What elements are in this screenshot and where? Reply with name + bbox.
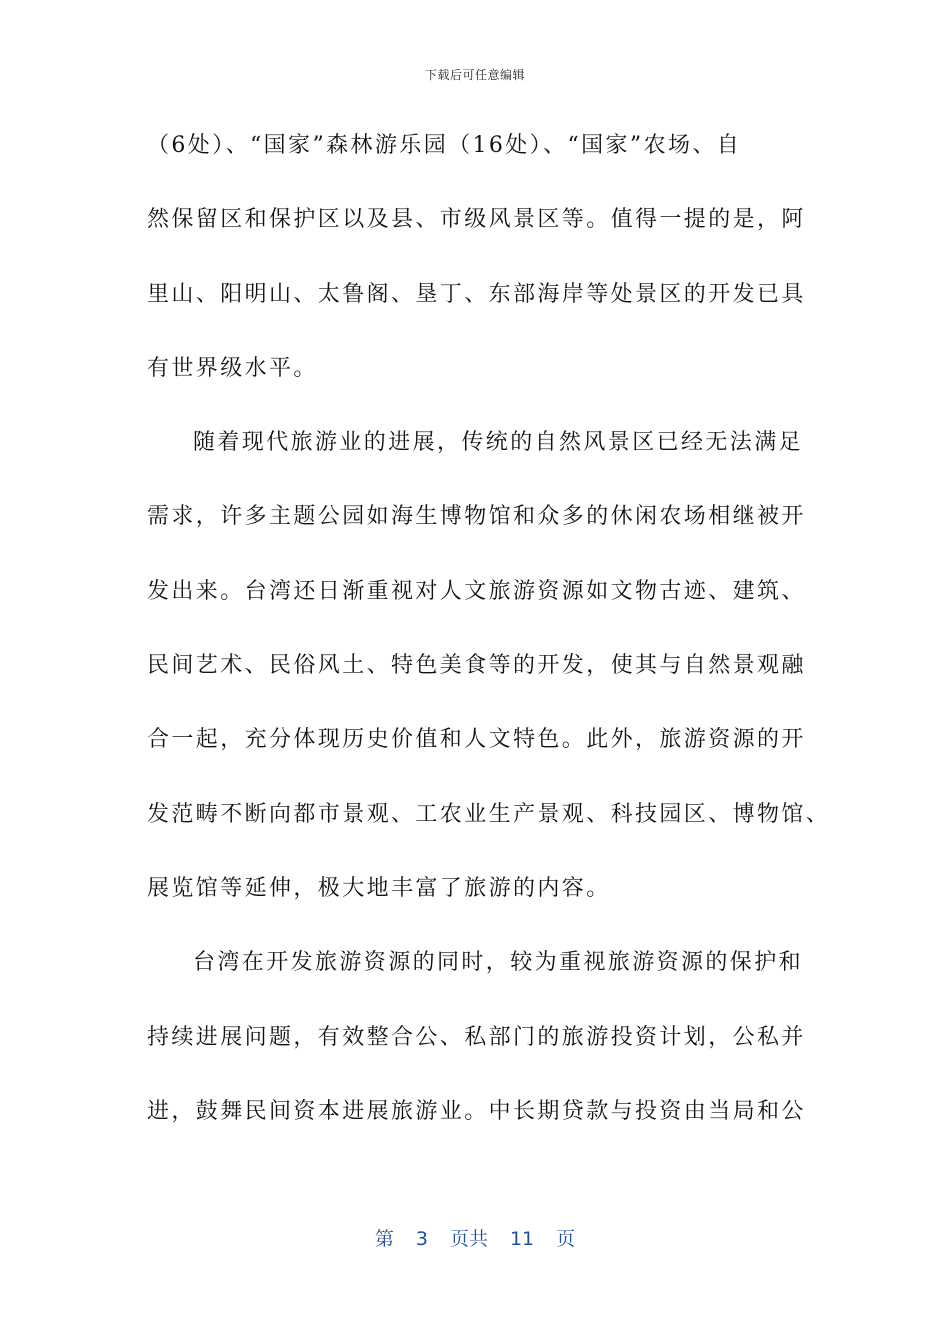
- total-page-count: 11: [509, 1228, 535, 1250]
- text-line: 需求，许多主题公园如海生博物馆和众多的休闲农场相继被开: [147, 504, 806, 530]
- document-body: [147, 124, 831, 1164]
- text-line: 进，鼓舞民间资本进展旅游业。中长期贷款与投资由当局和公: [147, 1098, 806, 1124]
- footer-suffix: 页: [556, 1228, 576, 1250]
- text-line: 民间艺术、民俗风土、特色美食等的开发，使其与自然景观融: [147, 653, 806, 679]
- paragraph-start-line: 台湾在开发旅游资源的同时，较为重视旅游资源的保护和: [193, 950, 804, 976]
- text-line: 持续进展问题，有效整合公、私部门的旅游投资计划，公私并: [147, 1024, 806, 1050]
- text-line: 发范畴不断向都市景观、工农业生产景观、科技园区、博物馆、: [147, 801, 831, 827]
- footer-middle: 页共: [449, 1228, 488, 1250]
- footer-prefix: 第: [374, 1228, 394, 1250]
- text-line: 里山、阳明山、太鲁阁、垦丁、东部海岸等处景区的开发已具: [147, 281, 806, 307]
- header-note: 下载后可任意编辑: [424, 68, 525, 82]
- text-line: 展览馆等延伸，极大地丰富了旅游的内容。: [147, 875, 611, 901]
- page-footer: [0, 1224, 950, 1251]
- text-line: 然保留区和保护区以及县、市级风景区等。值得一提的是，阿: [147, 207, 806, 233]
- text-line: 合一起，充分体现历史价值和人文特色。此外，旅游资源的开: [147, 727, 806, 753]
- text-line: 有世界级水平。: [147, 355, 318, 381]
- paragraph-start-line: 随着现代旅游业的进展，传统的自然风景区已经无法满足: [193, 430, 804, 456]
- current-page-number: 3: [415, 1228, 428, 1250]
- text-line: （6处）、“国家”森林游乐园（16处）、“国家”农场、自: [147, 133, 742, 158]
- text-line: 发出来。台湾还日渐重视对人文旅游资源如文物古迹、建筑、: [147, 578, 806, 604]
